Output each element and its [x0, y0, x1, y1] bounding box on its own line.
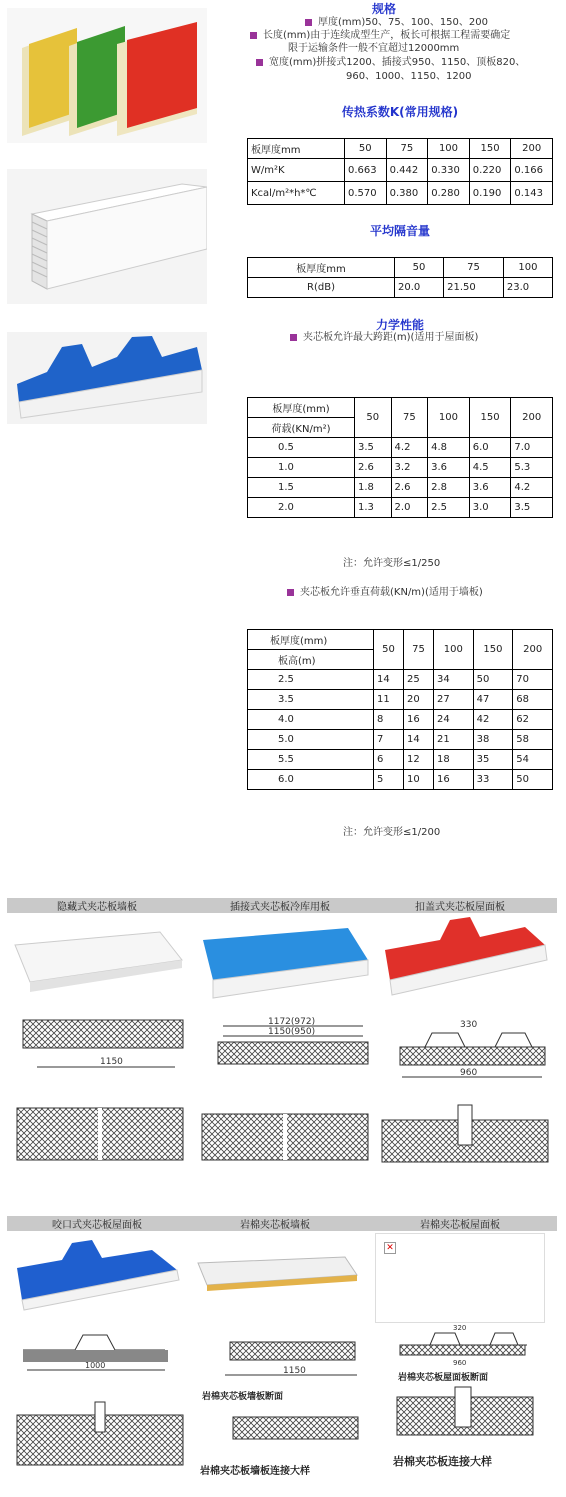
drawing-cold-storage-joint — [200, 1110, 370, 1165]
drawing-rockwool-roof-section — [395, 1323, 530, 1368]
note-load: 注：允许变形≤1/200 — [343, 827, 441, 838]
dim-960b: 960 — [453, 1359, 467, 1367]
caption-hidden-wall: 隐藏式夹芯板墙板 — [57, 902, 137, 913]
dim-330: 330 — [460, 1020, 478, 1030]
dim-1000: 1000 — [85, 1361, 106, 1370]
product-photo-blue-roof-panel — [7, 332, 207, 424]
dim-1150b: 1150 — [283, 1366, 306, 1376]
table-row: W/m²K 0.663 0.442 0.330 0.220 0.166 — [248, 159, 553, 182]
drawing-hidden-wall-section — [15, 1012, 185, 1082]
drawing-cap-roof-section — [380, 1015, 550, 1085]
table-row: 板厚度mm 50 75 100 — [248, 258, 553, 278]
dim-320: 320 — [453, 1324, 467, 1332]
photo-cap-roof-panel — [380, 915, 550, 1000]
spec-length-cont: 限于运输条件一般不宜超过12000mm — [288, 43, 460, 54]
spec-width: 宽度(mm)拼接式1200、插接式950、1150、顶板820、 — [256, 56, 525, 69]
product-photo-color-panels — [7, 8, 207, 143]
table-row: 1.5 1.8 2.6 2.8 3.6 4.2 — [248, 478, 553, 498]
photo-rockwool-wall-panel — [195, 1255, 360, 1295]
photo-hidden-wall-panel — [10, 920, 185, 1000]
mech-sub2: 夹芯板允许垂直荷载(KN/m)(适用于墙板) — [287, 586, 483, 599]
dim-1172: 1172(972) — [268, 1017, 316, 1027]
rockwool-wall-section-label: 岩棉夹芯板墙板断面 — [202, 1392, 284, 1402]
bullet-icon — [256, 59, 263, 66]
table-row: Kcal/m²*h*℃ 0.570 0.380 0.280 0.190 0.143 — [248, 182, 553, 205]
table-row: 2.0 1.3 2.0 2.5 3.0 3.5 — [248, 498, 553, 518]
table-row: R(dB) 20.0 21.50 23.0 — [248, 278, 553, 298]
sound-title: 平均隔音量 — [369, 224, 430, 238]
rockwool-roof-joint-label: 岩棉夹芯板连接大样 — [393, 1455, 492, 1468]
caption-rockwool-wall: 岩棉夹芯板墙板 — [240, 1220, 310, 1231]
table-row: 2.5 14 25 34 50 70 — [248, 670, 553, 690]
table-row: 5.5 6 12 18 35 54 — [248, 750, 553, 770]
load-table — [247, 629, 553, 790]
mech-title: 力学性能 — [375, 318, 424, 332]
drawing-hidden-wall-joint — [15, 1100, 185, 1165]
broken-image-frame — [375, 1233, 545, 1323]
table-row: 板厚度(mm) 50 75 100 150 200 — [248, 398, 553, 418]
note-span: 注：允许变形≤1/250 — [343, 558, 441, 569]
table-row: 3.5 11 20 27 47 68 — [248, 690, 553, 710]
caption-cap-roof: 扣盖式夹芯板屋面板 — [415, 902, 505, 913]
sound-table — [247, 257, 553, 298]
product-photo-white-stack — [7, 169, 207, 304]
mech-sub1: 夹芯板允许最大跨距(m)(适用于屋面板) — [290, 331, 478, 344]
drawing-cap-roof-joint — [380, 1100, 550, 1165]
rockwool-roof-section-label: 岩棉夹芯板屋面板断面 — [398, 1373, 489, 1383]
table-row: 5.0 7 14 21 38 58 — [248, 730, 553, 750]
heat-table — [247, 138, 553, 205]
caption-cold-storage: 插接式夹芯板冷库用板 — [230, 902, 330, 913]
drawing-rockwool-wall-section — [195, 1330, 365, 1382]
table-row: 板高(m) — [248, 650, 553, 670]
caption-rockwool-roof: 岩棉夹芯板屋面板 — [420, 1220, 500, 1231]
drawing-seam-roof-section — [15, 1330, 185, 1375]
heat-title: 传热系数K(常用规格) — [341, 105, 459, 119]
spec-thickness: 厚度(mm)50、75、100、150、200 — [305, 16, 488, 29]
dim-1150: 1150 — [100, 1057, 123, 1067]
caption-seam-roof: 咬口式夹芯板屋面板 — [52, 1220, 142, 1231]
rockwool-wall-joint-label: 岩棉夹芯板墙板连接大样 — [200, 1466, 310, 1477]
drawing-cold-storage-section — [198, 1012, 373, 1082]
drawing-seam-roof-joint — [15, 1400, 185, 1470]
dim-1150-950: 1150(950) — [268, 1027, 316, 1037]
specs-title: 规格 — [371, 2, 396, 16]
table-row: 6.0 5 10 16 33 50 — [248, 770, 553, 790]
photo-cold-storage-panel — [198, 920, 373, 1000]
dim-960: 960 — [460, 1068, 478, 1078]
bullet-icon — [287, 589, 294, 596]
span-table — [247, 397, 553, 518]
photo-seam-roof-panel — [12, 1238, 182, 1313]
spec-length: 长度(mm)由于连续成型生产，板长可根据工程需要确定 — [250, 29, 510, 42]
table-row: 1.0 2.6 3.2 3.6 4.5 5.3 — [248, 458, 553, 478]
table-row: 板厚度(mm) 50 75 100 150 200 — [248, 630, 553, 650]
broken-image-icon: ✕ — [384, 1242, 396, 1254]
bullet-icon — [290, 334, 297, 341]
bullet-icon — [250, 32, 257, 39]
spec-width-cont: 960、1000、1150、1200 — [346, 71, 472, 82]
table-row: 荷载(KN/m²) — [248, 418, 553, 438]
table-row: 4.0 8 16 24 42 62 — [248, 710, 553, 730]
drawing-rockwool-wall-detail — [215, 1405, 365, 1455]
bullet-icon — [305, 19, 312, 26]
table-row: 0.5 3.5 4.2 4.8 6.0 7.0 — [248, 438, 553, 458]
table-row: 板厚度mm 50 75 100 150 200 — [248, 139, 553, 159]
drawing-rockwool-roof-joint — [395, 1385, 535, 1440]
